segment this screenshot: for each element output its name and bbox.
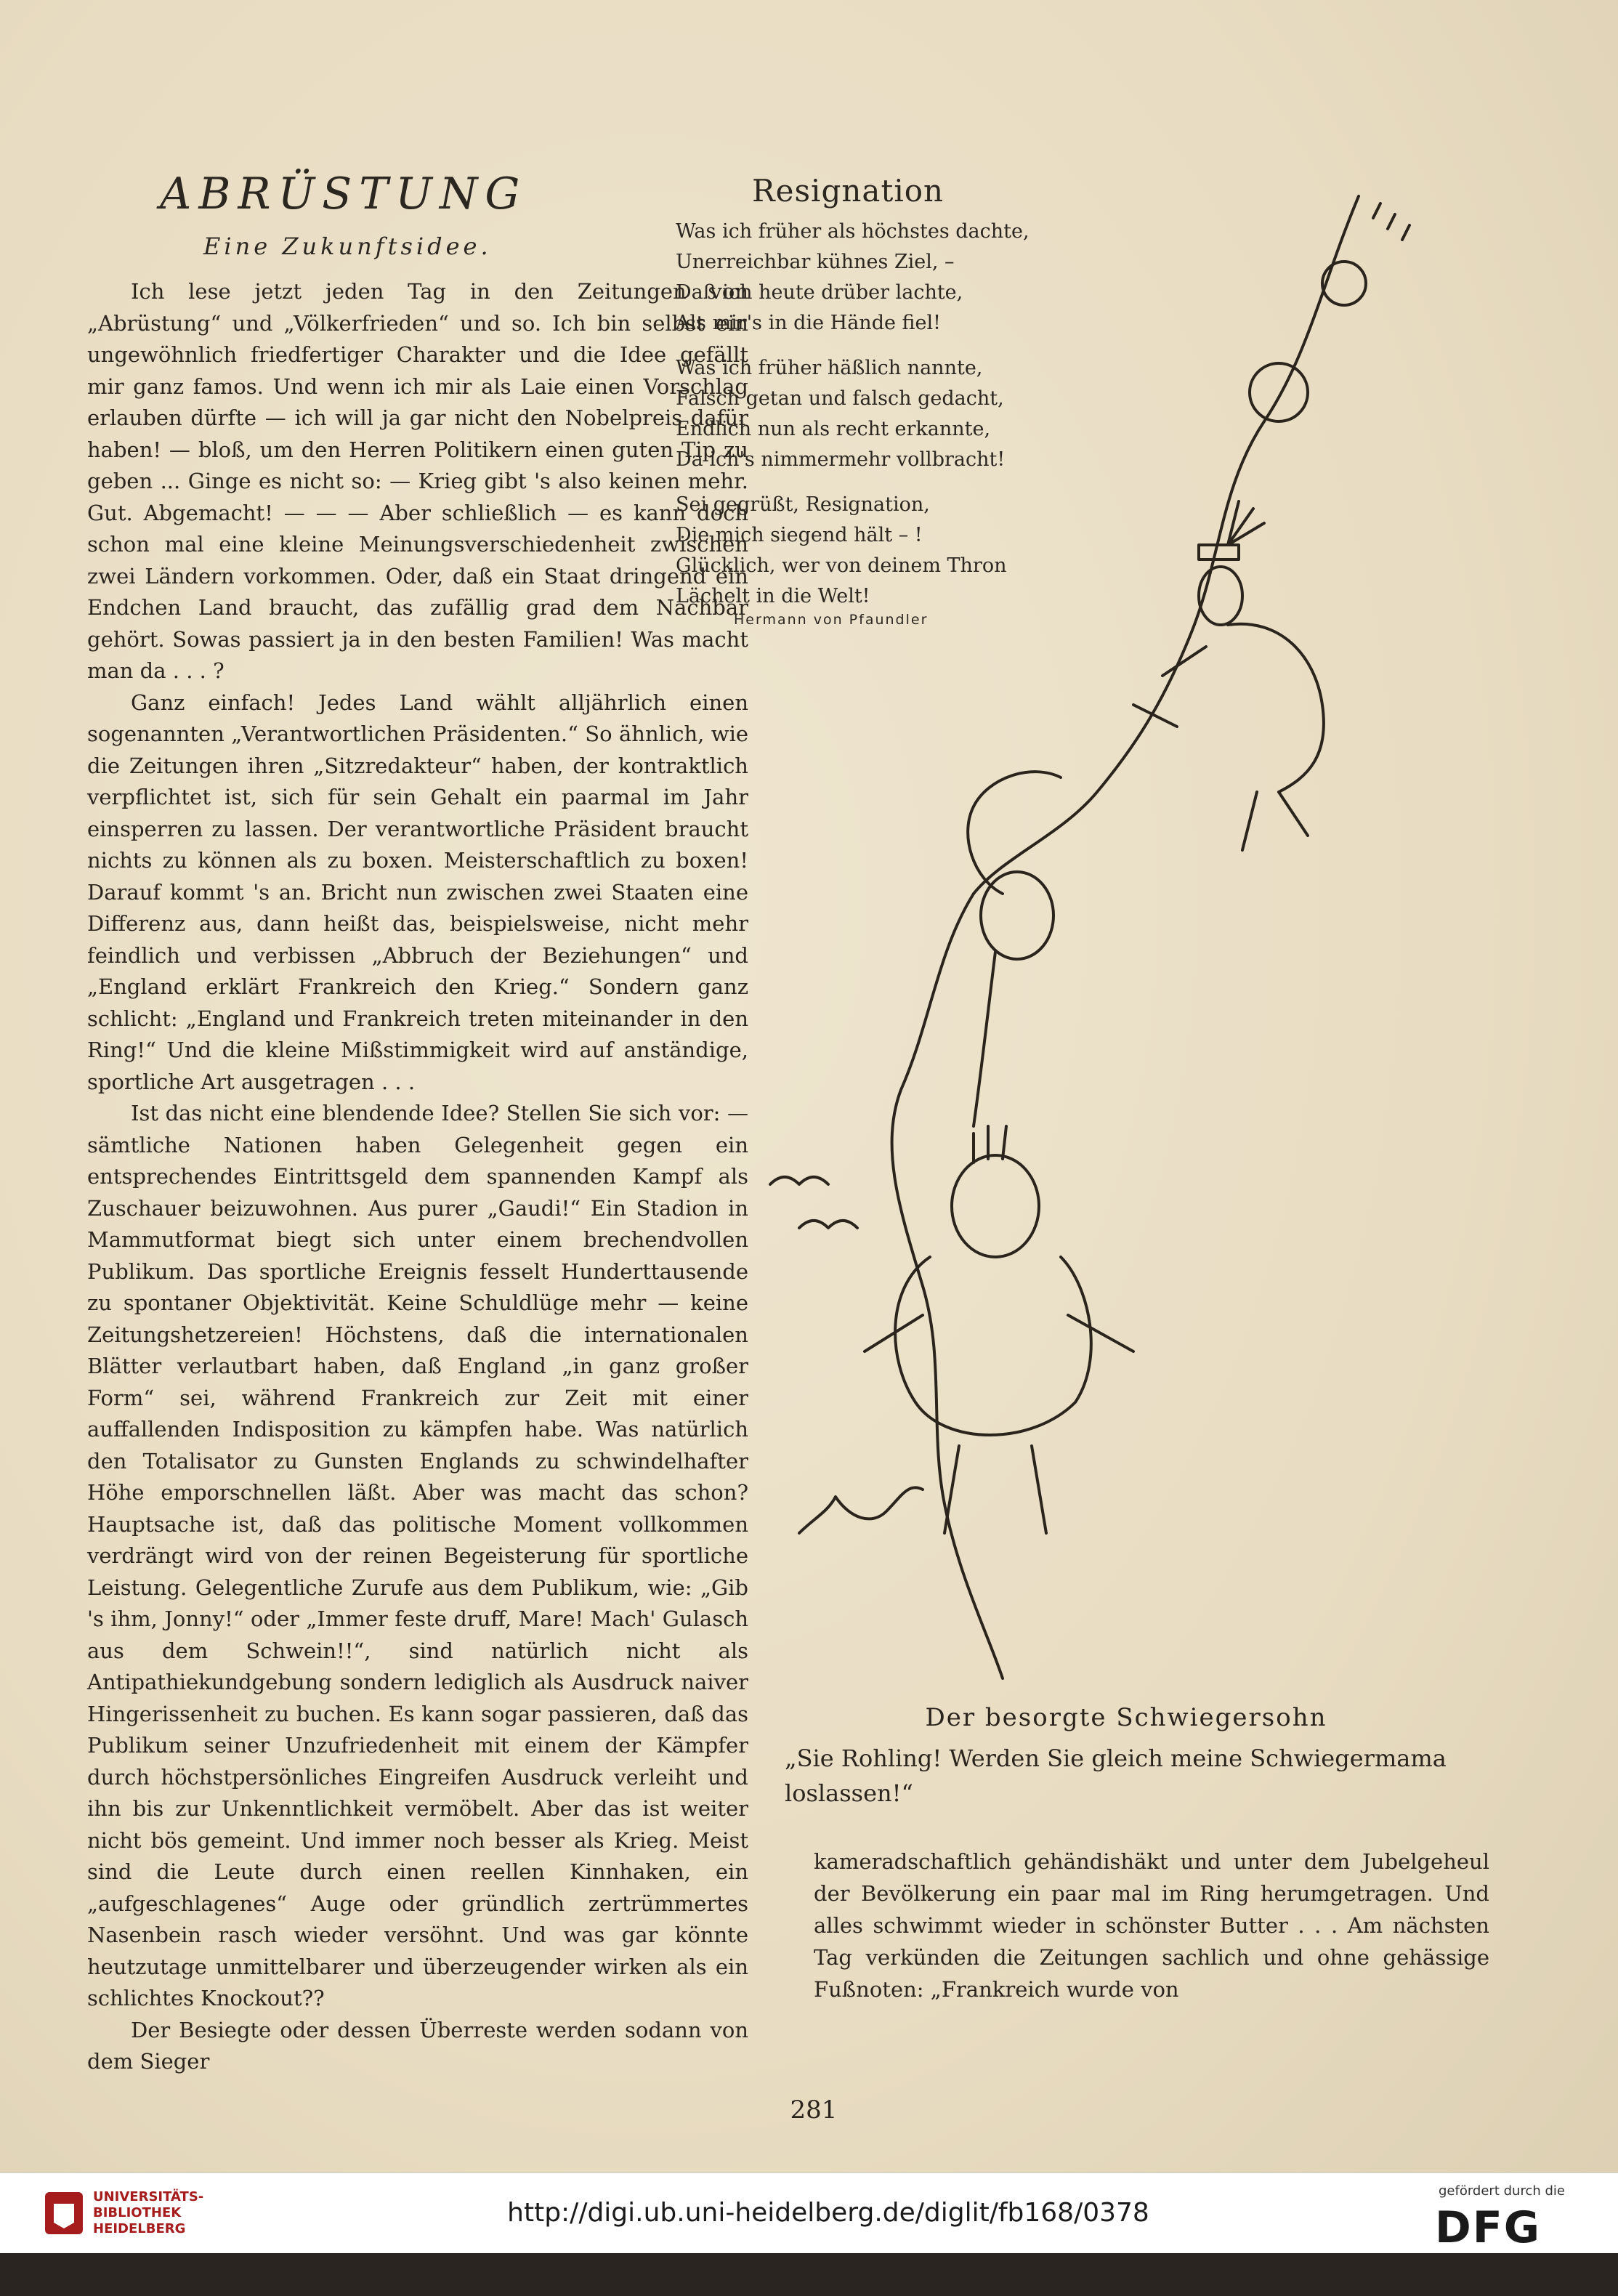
caption-text: „Sie Rohling! Werden Sie gleich meine Schwiegermama loslassen!“ <box>785 1745 1447 1807</box>
mother-in-law-legs <box>944 1446 1046 1533</box>
mother-in-law-body <box>895 1257 1091 1435</box>
poem-line: Da ich's nimmermehr vollbracht! <box>676 448 1006 471</box>
dfg-logo: DFG <box>1435 2202 1542 2253</box>
cliff-outline <box>974 196 1359 894</box>
poem-line: Glücklich, wer von deinem Thron <box>676 554 1007 577</box>
institution-line: UNIVERSITÄTS- <box>93 2189 204 2204</box>
hat-feather <box>1228 501 1264 545</box>
motion-lines <box>1373 203 1409 240</box>
article-subtitle: Eine Zukunftsidee. <box>203 233 492 260</box>
cliff-outline <box>923 1286 1003 1678</box>
funder-label: gefördert durch die <box>1439 2183 1565 2199</box>
poem-line: Was ich früher häßlich nannte, <box>676 357 983 379</box>
climber-hat <box>1199 545 1239 559</box>
poem-line: Die mich siegend hält – ! <box>676 524 923 546</box>
poem-line: Unerreichbar kühnes Ziel, – <box>676 251 955 273</box>
institution-line: HEIDELBERG <box>93 2221 186 2236</box>
article-paragraph: Ist das nicht eine blendende Idee? Stellen Sie sich vor: — sämtliche Nationen haben Gelegenheit gegen ein entsprechendes Eintrittsgeld dem spannenden Kampf als Zuschauer beizuwohnen. Aus purer „Gaudi!“ Ein Stadion in Mammutformat biegt sich unter einem brechendvollen Publikum. Das sportliche Ereignis fesselt Hunderttausende zu spontaner Objektivität. Keine Schuldlüge mehr — keine Zeitungshetzereien! Höchstens, daß die internationalen Blätter verlautbart haben, daß England „in ganz großer Form“ sei, während Frankreich zur Zeit mit einer auffallenden Indisposition zu kämpfen habe. Was natürlich den Totalisator zu Gunsten Englands zu schwindelhafter Höhe emporschnellen läßt. Aber was macht das schon? Hauptsache ist, daß das politische Moment vollkommen verdrängt wird von der reinen Begeisterung für sportliche Leistung. Gelegentliche Zurufe aus dem Publikum, wie: „Gib 's ihm, Jonny!“ oder „Immer feste druff, Mare! Mach' Gulasch aus dem Schwein!!“, sind natürlich nicht als Antipathiekundgebung sondern lediglich als Ausdruck naiver Hingerissenheit zu buchen. Es kann sogar passieren, daß das Publikum seiner Unzufriedenheit mit einem der Kämpfer durch höchstpersönliches Eingreifen Ausdruck verleiht und ihn bis zur Unkenntlichkeit vermöbelt. Aber das ist weiter nicht bös gemeint. Und immer noch besser als Krieg. Meist sind die Leute durch einen reellen Kinnhaken, ein „aufgeschlagenes“ Auge oder gründlich zertrümmertes Nasenbein rasch wieder versöhnt. Und was gar könnte heutzutage unmittelbarer und überzeugender wirken als ein schlichtes Knockout?? <box>87 1101 748 2010</box>
climber-legs <box>1242 792 1308 850</box>
cliff-outline <box>892 894 974 1286</box>
ice-axe <box>1133 647 1206 727</box>
grabbing-arm <box>974 952 995 1126</box>
poem-author: Hermann von Pfaundler <box>734 612 929 628</box>
article-paragraph: Der Besiegte oder dessen Überreste werden sodann von dem Sieger <box>87 2017 748 2074</box>
institution-name <box>93 2189 282 2237</box>
poem-line: Was ich früher als höchstes dachte, <box>676 220 1030 243</box>
poem-line: Endlich nun als recht erkannte, <box>676 418 991 440</box>
falling-rock <box>1322 262 1366 305</box>
grabbing-man-back <box>968 772 1061 894</box>
caption-title: Der besorgte Schwiegersohn <box>925 1703 1327 1732</box>
grabbing-man-head <box>981 872 1053 959</box>
article-paragraph: Ich lese jetzt jeden Tag in den Zeitungen von „Abrüstung“ und „Völkerfrieden“ und so. Ich bin selbst ein ungewöhnlich friedfertiger Charakter und die Idee gefällt mir ganz famos. Und wenn ich mir als Laie einen Vorschlag erlauben dürfte — ich will ja gar nicht den Nobelpreis dafür haben! — bloß, um den Herren Politikern einen guten Tip zu geben ... Ginge es nicht so: — Krieg gibt 's also keinen mehr. Gut. Abgemacht! — — — Aber schließlich — es kann doch schon mal eine kleine Meinungsverschiedenheit zwischen zwei Ländern vorkommen. Oder, daß ein Staat dringend ein Endchen Land braucht, das zufällig grad dem Nachbar gehört. Sowas passiert ja in den besten Familien! Was macht man da . . . ? <box>87 279 748 683</box>
falling-rock <box>1250 363 1308 421</box>
cartoon-illustration <box>756 182 1482 1693</box>
poem-line: Sei gegrüßt, Resignation, <box>676 493 930 516</box>
mother-in-law-head <box>952 1155 1039 1257</box>
source-url[interactable]: http://digi.ub.uni-heidelberg.de/diglit/fb168/0378 <box>507 2198 1149 2228</box>
poem-line: Daß ich heute drüber lachte, <box>676 281 963 304</box>
article-continuation: kameradschaftlich gehändishäkt und unter dem Jubelgeheul der Bevölkerung ein paar mal im Ring herumgetragen. Und alles schwimmt wieder in schönster Butter . . . Am nächsten Tag verkünden die Zeitungen sachlich und ohne gehässige Fußnoten: „Frankreich wurde von <box>814 1849 1489 2002</box>
poem-line: Als mir's in die Hände fiel! <box>676 312 942 334</box>
university-seal-icon <box>44 2191 84 2236</box>
bird <box>799 1221 857 1228</box>
poem-line: Falsch getan und falsch gedacht, <box>676 387 1004 410</box>
page-number: 281 <box>790 2095 838 2125</box>
article-paragraph: Ganz einfach! Jedes Land wählt alljährlich einen sogenannten „Verantwortlichen Präsidenten.“ So ähnlich, wie die Zeitungen ihren „Sitzredakteur“ haben, der kontraktlich verpflichtet ist, sich für sein Gehalt ein paarmal im Jahr einsperren zu lassen. Der verantwortliche Präsident braucht nichts zu können als zu boxen. Meisterschaftlich zu boxen! Darauf kommt 's an. Bricht nun zwischen zwei Staaten eine Differenz aus, dann heißt das, beispielsweise, nicht mehr feindlich und verbissen „Abbruch der Beziehungen“ und „England erklärt Frankreich den Krieg.“ Sondern ganz schlicht: „England und Frankreich treten miteinander in den Ring!“ Und die kleine Mißstimmigkeit wird auf anständige, sportliche Art ausgetragen . . . <box>87 690 748 1094</box>
digitization-footer <box>0 2172 1618 2253</box>
article-title: ABRÜSTUNG <box>160 169 527 219</box>
mountain-range <box>799 1487 923 1533</box>
poem-title: Resignation <box>752 173 944 209</box>
institution-line: BIBLIOTHEK <box>93 2205 182 2220</box>
article-body <box>87 276 748 2078</box>
mother-in-law-arms <box>865 1315 1133 1351</box>
poem-line: Lächelt in die Welt! <box>676 585 870 607</box>
climber-body <box>1228 624 1324 792</box>
bird <box>770 1177 828 1184</box>
